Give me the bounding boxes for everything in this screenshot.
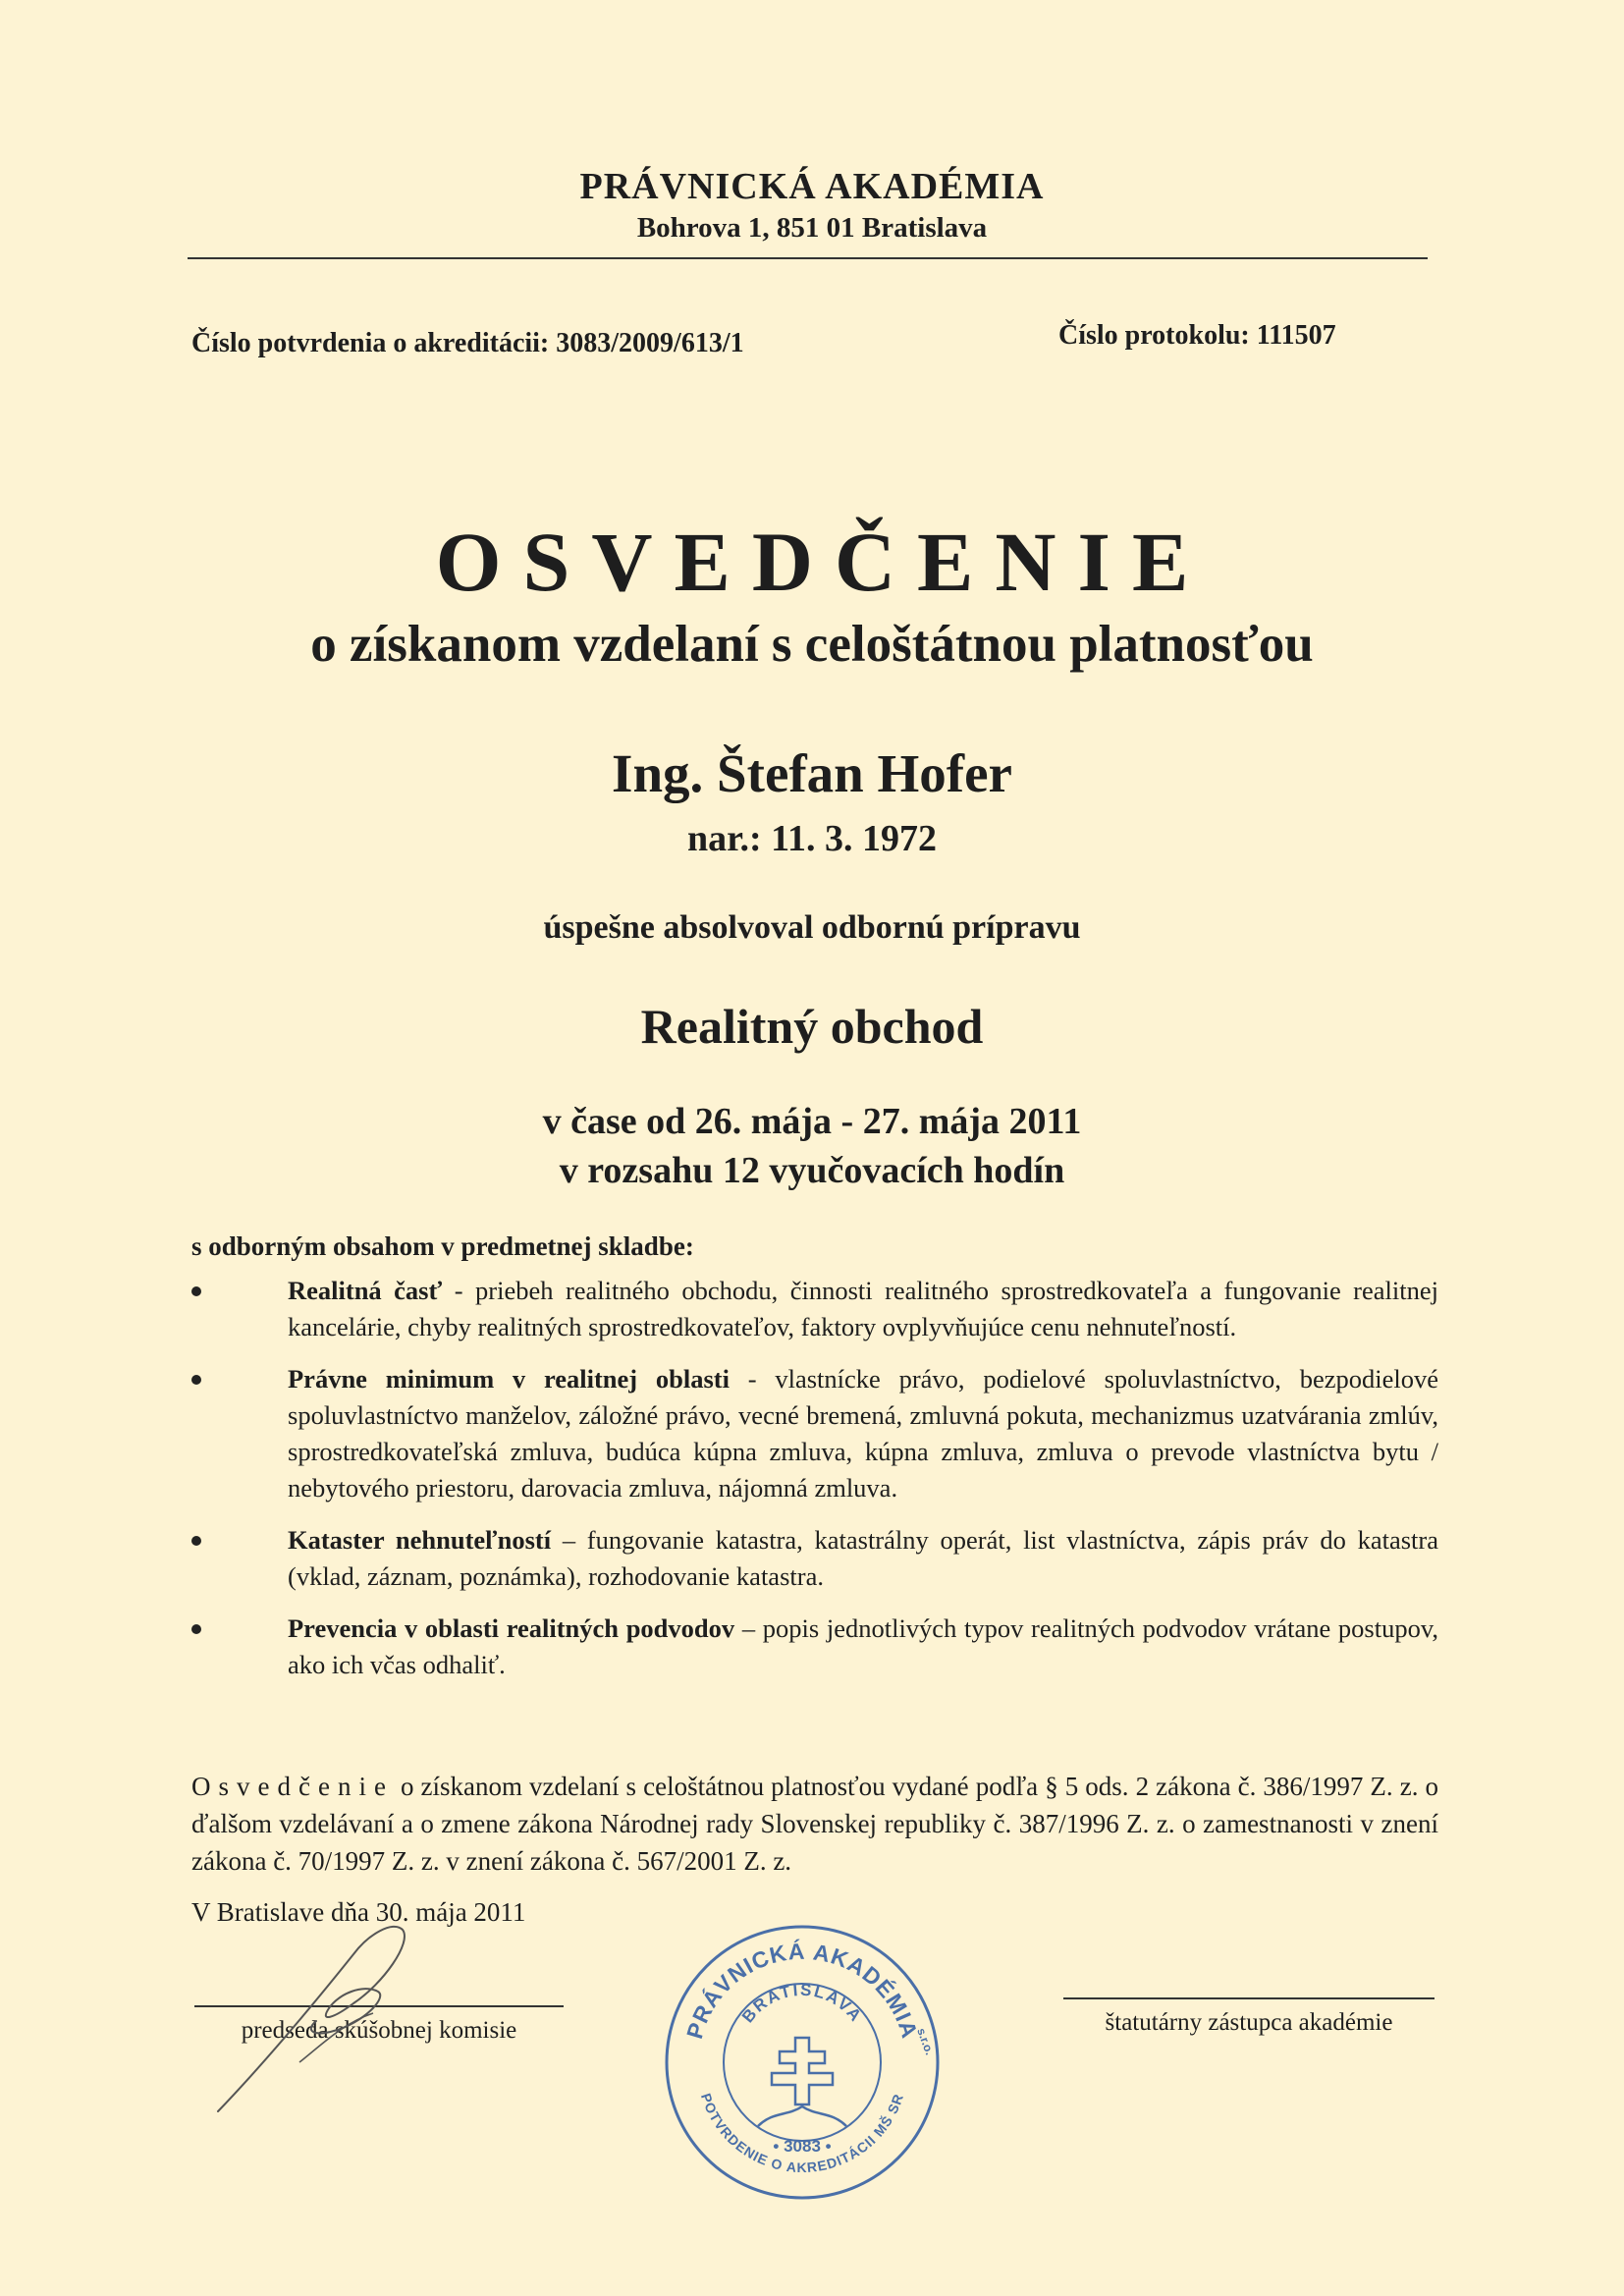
- list-item: [191, 1273, 1438, 1345]
- completion-statement: úspešne absolvoval odbornú prípravu: [543, 909, 1081, 946]
- signature-line-right: [1063, 1997, 1435, 1999]
- handwritten-signature: [206, 1915, 432, 2121]
- bullet-icon: [191, 1286, 201, 1296]
- header-divider: [188, 257, 1428, 259]
- svg-text:• 3083 •: • 3083 •: [773, 2137, 832, 2156]
- institution-name: PRÁVNICKÁ AKADÉMIA: [579, 166, 1045, 207]
- list-item-heading: Prevencia v oblasti realitných podvodov: [288, 1613, 735, 1643]
- svg-text:s.r.o.: s.r.o.: [914, 2026, 937, 2057]
- certificate-title: OSVEDČENIE: [435, 515, 1211, 609]
- person-name: Ing. Štefan Hofer: [612, 743, 1012, 803]
- stamp-seal: [660, 1920, 945, 2205]
- place-and-date: V Bratislave dňa 30. mája 2011: [191, 1897, 526, 1927]
- institution-address: Bohrova 1, 851 01 Bratislava: [636, 212, 988, 244]
- list-item-text: - vlastnícke právo, podielové spoluvlastníctvo, bezpodielové spoluvlastníctvo manželov, záložné právo, vecné bremená, zmluvná pokuta, mechanizmus uzatvárania zmlúv, sprostredkovateľská zmluva, budúca kúpna zmluva, kúpna zmluva, zmluva o prevode vlastníctva bytu / nebytového priestoru, darovacia zmluva, nájomná zmluva.: [288, 1364, 1438, 1503]
- list-item-heading: Právne minimum v realitnej oblasti: [288, 1364, 730, 1394]
- legal-lead: Osvedčenie: [191, 1772, 394, 1801]
- list-item: [191, 1361, 1438, 1506]
- course-hours: v rozsahu 12 vyučovacích hodín: [559, 1150, 1065, 1191]
- list-item-text: – popis jednotlivých typov realitných podvodov vrátane postupov, ako ich včas odhaliť.: [288, 1613, 1438, 1679]
- accreditation-number: Číslo potvrdenia o akreditácii: 3083/2009/613/1: [191, 328, 744, 358]
- list-item-text: – fungovanie katastra, katastrálny operát, list vlastníctva, zápis práv do katastra (vklad, záznam, poznámka), rozhodovanie katastra.: [288, 1525, 1438, 1591]
- course-name: Realitný obchod: [640, 999, 984, 1054]
- signature-label-right: štatutárny zástupca akadémie: [1105, 2009, 1393, 2036]
- content-intro: s odborným obsahom v predmetnej skladbe:: [191, 1231, 694, 1261]
- legal-statement: [191, 1768, 1438, 1880]
- bullet-icon: [191, 1536, 201, 1546]
- list-item: [191, 1522, 1438, 1595]
- svg-text:PRÁVNICKÁ AKADÉMIA: PRÁVNICKÁ AKADÉMIA: [681, 1938, 924, 2042]
- list-item-heading: Realitná časť: [288, 1276, 443, 1305]
- svg-text:POTVRDENIE O AKREDITÁCII MŠ SR: POTVRDENIE O AKREDITÁCII MŠ SR: [697, 2091, 907, 2176]
- list-item: [191, 1611, 1438, 1683]
- birth-date: nar.: 11. 3. 1972: [686, 818, 938, 859]
- list-item-heading: Kataster nehnuteľností: [288, 1525, 552, 1555]
- svg-text:BRATISLAVA: BRATISLAVA: [738, 1980, 866, 2027]
- content-list: [191, 1273, 1438, 1699]
- double-cross-icon: [758, 2038, 846, 2126]
- bullet-icon: [191, 1375, 201, 1385]
- certificate-subtitle: o získanom vzdelaní s celoštátnou platnosťou: [310, 616, 1314, 673]
- bullet-icon: [191, 1624, 201, 1634]
- legal-text: o získanom vzdelaní s celoštátnou platnosťou vydané podľa § 5 ods. 2 zákona č. 386/1997 Z. z. o ďalšom vzdelávaní a o zmene zákona Národnej rady Slovenskej republiky č. 387/1996 Z. z. o zamestnanosti v znení zákona č. 70/1997 Z. z. v znení zákona č. 567/2001 Z. z.: [191, 1772, 1438, 1876]
- protocol-number: Číslo protokolu: 111507: [1058, 320, 1336, 351]
- signature-label-left: predseda skúšobnej komisie: [241, 2017, 517, 2044]
- course-period: v čase od 26. mája - 27. mája 2011: [542, 1101, 1082, 1142]
- list-item-text: - priebeh realitného obchodu, činnosti realitného sprostredkovateľa a fungovanie realitnej kancelárie, chyby realitných sprostredkovateľov, faktory ovplyvňujúce cenu nehnuteľností.: [288, 1276, 1438, 1341]
